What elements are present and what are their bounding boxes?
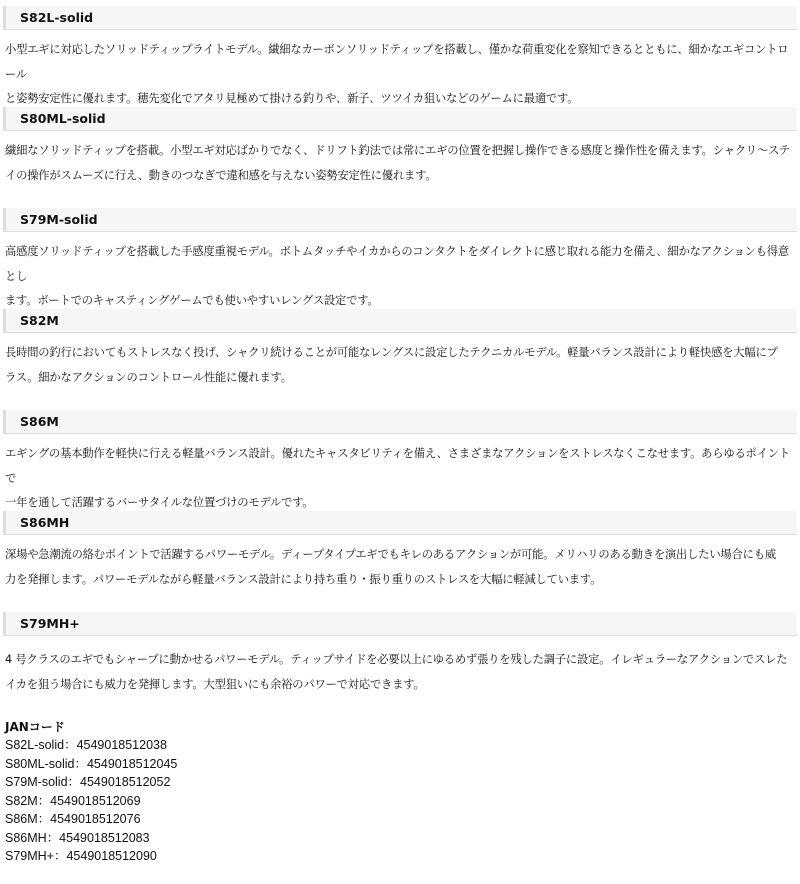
model-description: [5, 240, 797, 314]
model-name: S79MH+: [20, 616, 80, 631]
description-line: 一年を通して活躍するバーサタイルな位置づけのモデルです。: [5, 496, 314, 509]
model-name: S82L-solid: [20, 10, 94, 25]
jan-code-title: JANコード: [5, 720, 65, 734]
description-line: イの操作がスムーズに行え、動きのつなぎで違和感を与えない姿勢安定性に優れます。: [5, 168, 437, 182]
description-line: 深場や急潮流の絡むポイントで活躍するパワーモデル。ディープタイプエギでもキレのあるアクションが可能。メリハリのある動きを演出したい場合にも威: [5, 548, 776, 561]
description-line: 小型エギに対応したソリッドティップライトモデル。繊細なカーボンソリッドティップを搭載し、僅かな荷重変化を察知できるとともに、細かなエギコントロール: [5, 43, 789, 81]
description-line: 4 号クラスのエギでもシャープに動かせるパワーモデル。ティップサイドを必要以上にゆるめず張りを残した調子に設定。イレギュラーなアクションでスレた: [5, 653, 788, 666]
section-heading: [3, 107, 797, 131]
model-name: S86M: [20, 414, 59, 429]
model-name: S79M-solid: [20, 212, 98, 227]
model-description: [5, 139, 797, 188]
model-description: [5, 341, 797, 390]
model-name: S86MH: [20, 515, 70, 530]
model-description: [5, 442, 797, 516]
jan-code-list: [5, 718, 405, 866]
model-description: [5, 38, 797, 112]
section-heading: [3, 511, 797, 535]
model-name: S82M: [20, 313, 59, 328]
jan-code-row: S82M：4549018512069: [5, 793, 141, 808]
description-line: 繊細なソリッドティップを搭載。小型エギ対応ばかりでなく、ドリフト釣法では常にエギの位置を把握し操作できる感度と操作性を備えます。シャクリ～ステ: [5, 144, 790, 157]
jan-code-row: S86MH：4549018512083: [5, 830, 150, 845]
section-heading: [3, 6, 797, 30]
section-heading: [3, 410, 797, 434]
jan-code-row: S86M：4549018512076: [5, 812, 141, 826]
model-name: S80ML-solid: [20, 111, 106, 126]
section-heading: [3, 309, 797, 333]
jan-code-row: S79MH+：4549018512090: [5, 849, 157, 863]
section-heading: [3, 208, 797, 232]
description-line: ます。ボートでのキャスティングゲームでも使いやすいレングス設定です。: [5, 294, 379, 307]
description-line: 力を発揮します。パワーモデルながら軽量バランス設計により持ち重り・振り重りのストレスを大幅に軽減しています。: [5, 572, 602, 586]
model-description: [5, 543, 797, 592]
jan-code-row: S82L-solid：4549018512038: [5, 738, 167, 752]
description-line: ラス。細かなアクションのコントロール性能に優れます。: [5, 370, 292, 384]
jan-code-row: S80ML-solid：4549018512045: [5, 756, 178, 771]
description-line: 高感度ソリッドティップを搭載した手感度重視モデル。ボトムタッチやイカからのコンタクトをダイレクトに感じ取れる能力を備え、細かなアクションも得意とし: [5, 245, 789, 283]
description-line: 長時間の釣行においてもストレスなく投げ、シャクリ続けることが可能なレングスに設定したテクニカルモデル。軽量バランス設計により軽快感を大幅にプ: [5, 346, 778, 359]
description-line: と姿勢安定性に優れます。穂先変化でアタリ見極めて掛ける釣りや、新子、ツツイカ狙いなどのゲームに最適です。: [5, 92, 579, 105]
model-description: [5, 648, 797, 697]
section-heading: [3, 612, 797, 636]
description-line: イカを狙う場合にも威力を発揮します。大型狙いにも余裕のパワーで対応できます。: [5, 677, 425, 691]
jan-code-row: S79M-solid：4549018512052: [5, 775, 171, 789]
description-line: エギングの基本動作を軽快に行える軽量バランス設計。優れたキャスタビリティを備え、さまざまなアクションをストレスなくこなせます。あらゆるポイントで: [5, 447, 790, 485]
